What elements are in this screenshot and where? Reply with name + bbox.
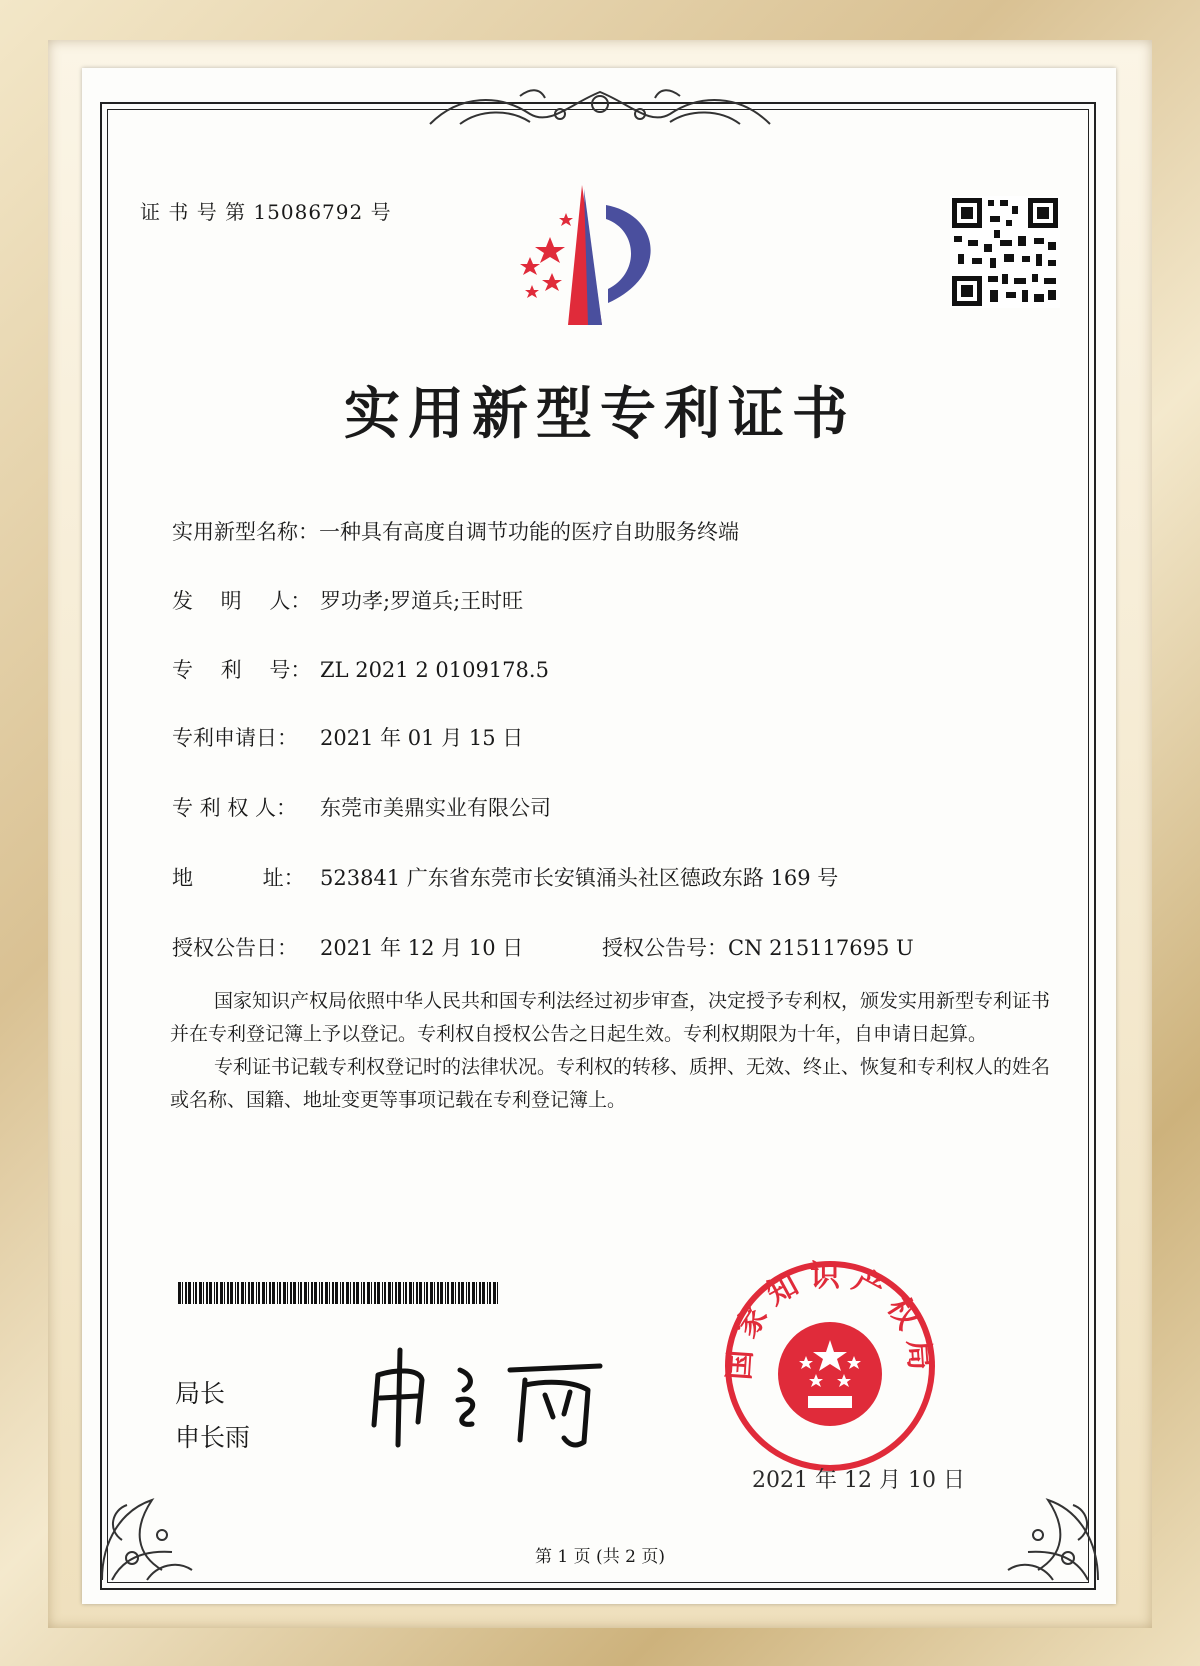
- barcode-bar: [458, 1282, 460, 1304]
- barcode-bar: [304, 1282, 307, 1304]
- barcode-bar: [235, 1282, 236, 1304]
- barcode-bar: [182, 1282, 183, 1304]
- field-application-date: [172, 722, 523, 752]
- barcode-bar: [227, 1282, 229, 1304]
- signature-name: 申长雨: [175, 1423, 251, 1452]
- grant-date-value: 2021 年 12 月 10 日: [320, 936, 524, 960]
- barcode-bar: [392, 1282, 393, 1304]
- barcode-bar: [445, 1282, 446, 1304]
- barcode-bar: [245, 1282, 246, 1304]
- barcode-bar: [241, 1282, 244, 1304]
- barcode-bar: [237, 1282, 239, 1304]
- barcode-bar: [216, 1282, 218, 1304]
- field-value: 东莞市美鼎实业有限公司: [320, 796, 551, 820]
- barcode-bar: [340, 1282, 341, 1304]
- barcode-bar: [487, 1282, 488, 1304]
- barcode-bar: [388, 1282, 391, 1304]
- field-address: [172, 862, 838, 892]
- barcode-bar: [367, 1282, 370, 1304]
- barcode-bar: [277, 1282, 278, 1304]
- barcode-bar: [185, 1282, 187, 1304]
- field-value: ZL 2021 2 0109178.5: [320, 658, 549, 682]
- barcode-bar: [437, 1282, 439, 1304]
- seal-text: 国家知识产权局: [721, 1259, 939, 1382]
- barcode-bar: [329, 1282, 330, 1304]
- barcode-bar: [319, 1282, 320, 1304]
- field-value: 523841 广东省东莞市长安镇涌头社区德政东路 169 号: [320, 866, 839, 890]
- barcode-bar: [430, 1282, 433, 1304]
- barcode-bar: [262, 1282, 265, 1304]
- grant-date-label: 授权公告日：: [172, 936, 298, 960]
- field-patentee: [172, 792, 551, 822]
- barcode-bar: [426, 1282, 428, 1304]
- barcode-bar: [447, 1282, 449, 1304]
- barcode-bar: [342, 1282, 344, 1304]
- barcode-bar: [332, 1282, 334, 1304]
- barcode-bar: [419, 1282, 422, 1304]
- barcode-bar: [451, 1282, 454, 1304]
- seal-date: 2021 年 12 月 10 日: [752, 1468, 965, 1493]
- top-ornament: [420, 84, 780, 134]
- barcode-bar: [363, 1282, 365, 1304]
- barcode-bar: [188, 1282, 191, 1304]
- barcode-bar: [413, 1282, 414, 1304]
- barcode-bar: [321, 1282, 323, 1304]
- certificate-number: 证 书 号 第 15086792 号: [140, 200, 392, 224]
- field-utility-model-name: [172, 516, 739, 546]
- barcode-bar: [199, 1282, 202, 1304]
- barcode-bar: [335, 1282, 338, 1304]
- field-label: 专利申请日：: [172, 726, 298, 750]
- barcode-bar: [350, 1282, 351, 1304]
- barcode-bar: [371, 1282, 372, 1304]
- signature-title: 局长: [175, 1379, 226, 1408]
- barcode-bar: [398, 1282, 401, 1304]
- barcode-bar: [346, 1282, 349, 1304]
- barcode-bar: [440, 1282, 443, 1304]
- barcode-bar: [409, 1282, 412, 1304]
- field-label: 实用新型名称：: [172, 520, 319, 544]
- barcode-bar: [374, 1282, 376, 1304]
- barcode-bar: [256, 1282, 257, 1304]
- barcode-bar: [403, 1282, 404, 1304]
- barcode-bar: [214, 1282, 215, 1304]
- field-patent-number: [172, 654, 549, 684]
- barcode-bar: [224, 1282, 225, 1304]
- barcode-bar: [314, 1282, 317, 1304]
- barcode-bar: [361, 1282, 362, 1304]
- barcode-bar: [279, 1282, 281, 1304]
- field-label: 地 址：: [172, 866, 305, 890]
- barcode-bar: [178, 1282, 181, 1304]
- barcode-bar: [395, 1282, 397, 1304]
- field-inventors: [172, 585, 523, 615]
- field-label: 专 利 权 人：: [172, 796, 298, 820]
- barcode-bar: [266, 1282, 267, 1304]
- barcode-bar: [479, 1282, 481, 1304]
- barcode-bar: [269, 1282, 271, 1304]
- barcode: [178, 1282, 502, 1304]
- barcode-bar: [497, 1282, 498, 1304]
- barcode-bar: [466, 1282, 467, 1304]
- field-value: 2021 年 01 月 15 日: [320, 726, 524, 750]
- field-grant: [172, 932, 914, 962]
- statement-paragraph: 国家知识产权局依照中华人民共和国专利法经过初步审查，决定授予专利权，颁发实用新型专利证书并在专利登记簿上予以登记。专利权自授权公告之日起生效。专利权期限为十年，自申请日起算。: [170, 990, 1051, 1045]
- official-seal: [720, 1256, 940, 1476]
- statement-paragraph: 专利证书记载专利权登记时的法律状况。专利权的转移、质押、无效、终止、恢复和专利权人的姓名或名称、国籍、地址变更等事项记载在专利登记簿上。: [170, 1056, 1051, 1111]
- barcode-bar: [472, 1282, 475, 1304]
- barcode-bar: [195, 1282, 197, 1304]
- field-label: 发 明 人：: [172, 589, 312, 613]
- barcode-bar: [220, 1282, 223, 1304]
- barcode-bar: [482, 1282, 485, 1304]
- barcode-bar: [287, 1282, 288, 1304]
- barcode-bar: [489, 1282, 491, 1304]
- barcode-bar: [203, 1282, 204, 1304]
- barcode-bar: [209, 1282, 212, 1304]
- barcode-bar: [382, 1282, 383, 1304]
- barcode-bar: [251, 1282, 254, 1304]
- barcode-bar: [248, 1282, 250, 1304]
- barcode-bar: [493, 1282, 496, 1304]
- field-value: 罗功孝;罗道兵;王时旺: [320, 589, 524, 613]
- barcode-bar: [384, 1282, 386, 1304]
- certificate-title: 实用新型专利证书: [344, 382, 856, 447]
- barcode-bar: [272, 1282, 275, 1304]
- barcode-bar: [455, 1282, 456, 1304]
- barcode-bar: [405, 1282, 407, 1304]
- barcode-bar: [283, 1282, 286, 1304]
- handwritten-signature: [360, 1340, 620, 1450]
- barcode-bar: [356, 1282, 359, 1304]
- field-label: 专 利 号：: [172, 658, 312, 682]
- barcode-bar: [424, 1282, 425, 1304]
- barcode-bar: [206, 1282, 208, 1304]
- corner-ornament-left: [92, 1440, 242, 1590]
- barcode-bar: [353, 1282, 355, 1304]
- barcode-bar: [193, 1282, 194, 1304]
- barcode-bar: [311, 1282, 313, 1304]
- corner-ornament-right: [958, 1440, 1108, 1590]
- barcode-bar: [461, 1282, 464, 1304]
- grant-number-value: CN 215117695 U: [728, 936, 914, 960]
- barcode-bar: [434, 1282, 435, 1304]
- barcode-bar: [377, 1282, 380, 1304]
- barcode-bar: [258, 1282, 260, 1304]
- barcode-bar: [468, 1282, 470, 1304]
- patent-office-emblem: [510, 185, 690, 330]
- barcode-bar: [293, 1282, 296, 1304]
- barcode-bar: [416, 1282, 418, 1304]
- grant-number-label: 授权公告号：: [602, 936, 728, 960]
- page-footer: 第 1 页 (共 2 页): [535, 1547, 665, 1567]
- barcode-bar: [230, 1282, 233, 1304]
- barcode-bar: [308, 1282, 309, 1304]
- barcode-bar: [300, 1282, 302, 1304]
- barcode-bar: [325, 1282, 328, 1304]
- barcode-bar: [298, 1282, 299, 1304]
- qr-code: [950, 196, 1060, 308]
- barcode-bar: [290, 1282, 292, 1304]
- field-value: 一种具有高度自调节功能的医疗自助服务终端: [319, 520, 739, 544]
- statement-text: [170, 985, 1050, 1117]
- barcode-bar: [476, 1282, 477, 1304]
